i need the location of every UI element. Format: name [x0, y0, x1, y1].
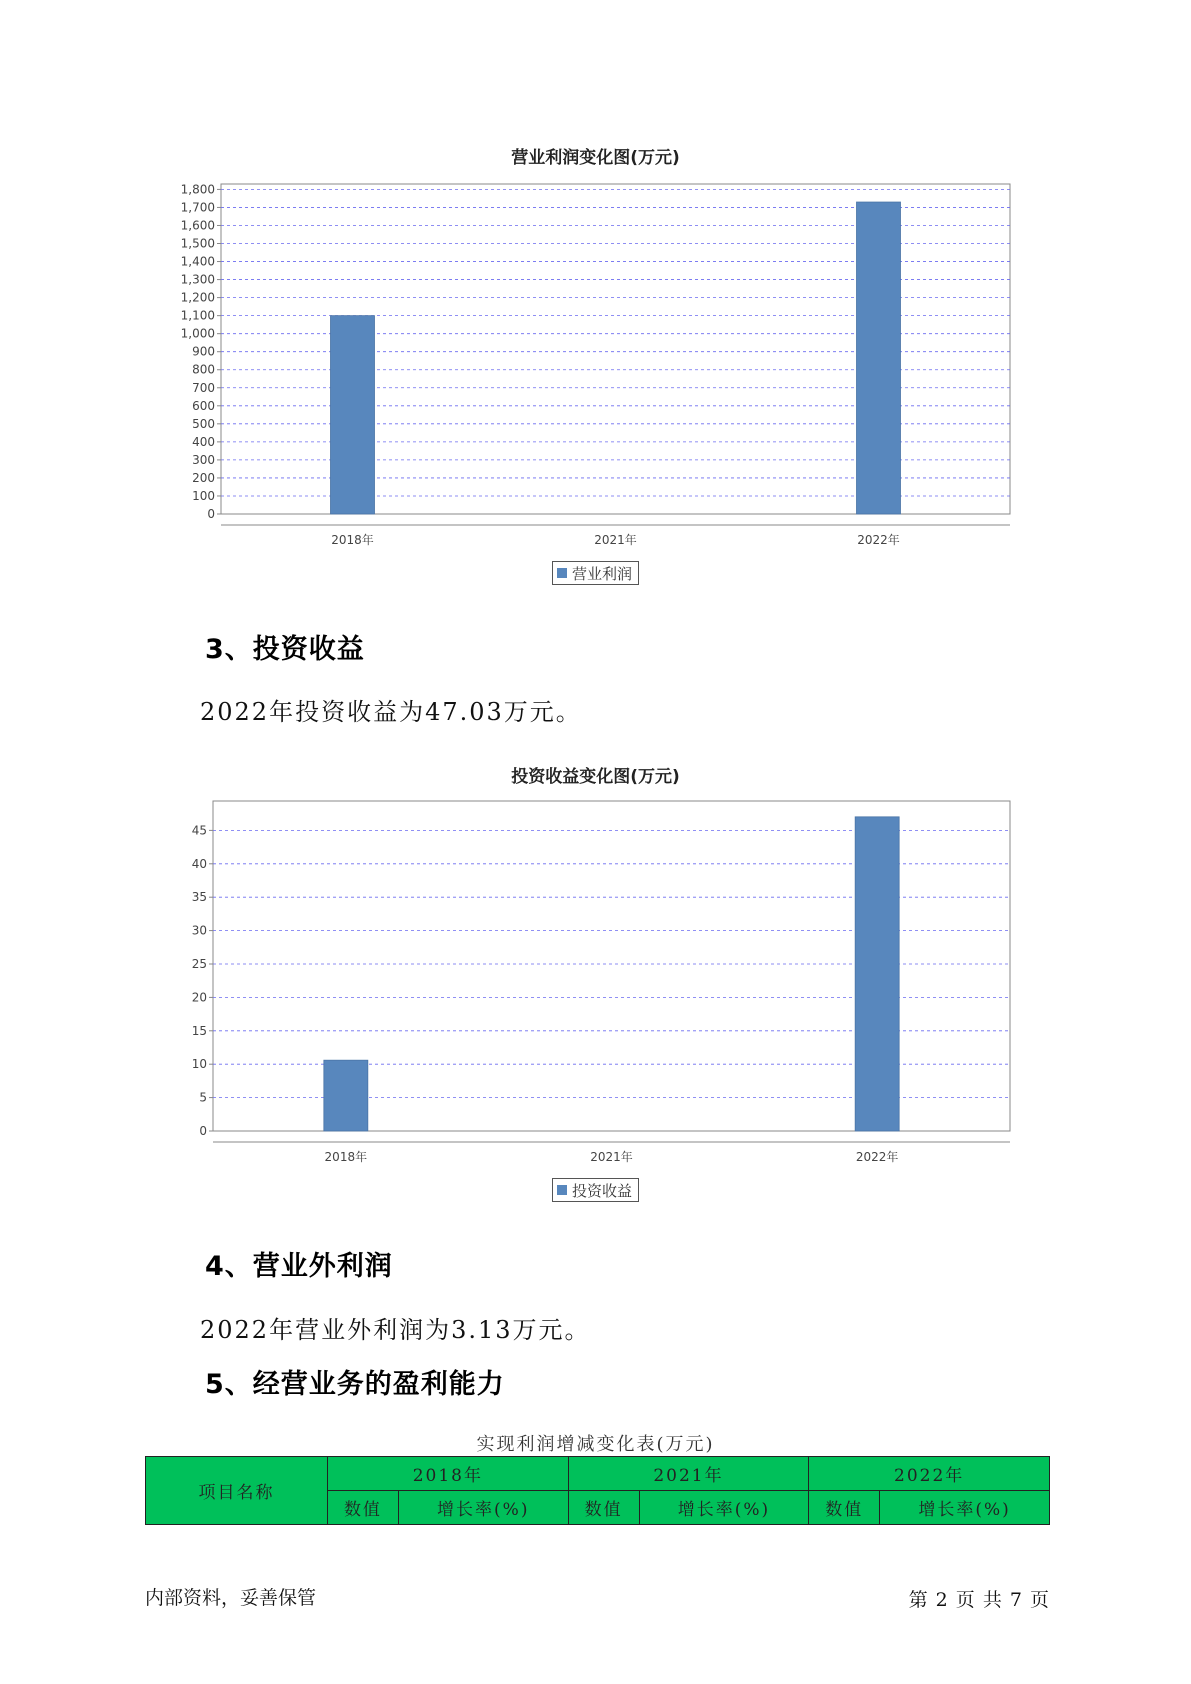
- y-tick-label: 400: [192, 434, 215, 449]
- footer-page-number: 第 2 页 共 7 页: [908, 1589, 1050, 1611]
- bar-2022年: [855, 817, 899, 1131]
- section-3-text: 2022年投资收益为47.03万元。: [200, 698, 582, 726]
- y-tick-label: 40: [191, 856, 207, 871]
- y-tick-label: 0: [199, 1124, 207, 1138]
- year-header: 2018年: [328, 1457, 569, 1491]
- x-tick-label: 2021年: [590, 1150, 633, 1164]
- x-tick-label: 2018年: [324, 1150, 368, 1164]
- investment-income-chart-title: 投资收益变化图(万元): [511, 767, 680, 787]
- item-name-header: 项目名称: [146, 1457, 328, 1525]
- y-tick-label: 200: [192, 470, 215, 485]
- y-tick-label: 30: [191, 923, 207, 938]
- value-header: 数值: [568, 1491, 639, 1525]
- y-tick-label: 600: [192, 398, 215, 413]
- value-header: 数值: [328, 1491, 399, 1525]
- y-tick-label: 900: [192, 344, 215, 359]
- y-tick-label: 5: [199, 1090, 207, 1105]
- bar-2018年: [324, 1060, 368, 1131]
- y-tick-label: 1,500: [180, 236, 215, 251]
- value-header: 数值: [809, 1491, 880, 1525]
- y-tick-label: 25: [191, 956, 207, 971]
- y-tick-label: 1,600: [180, 218, 215, 233]
- growth-header: 增长率(%): [398, 1491, 568, 1525]
- y-tick-label: 35: [191, 890, 207, 905]
- y-tick-label: 100: [192, 488, 215, 503]
- legend-swatch: [557, 1185, 567, 1195]
- year-header: 2021年: [568, 1457, 809, 1491]
- year-header: 2022年: [809, 1457, 1050, 1491]
- legend-label: 投资收益: [572, 1181, 633, 1200]
- y-tick-label: 700: [192, 380, 215, 395]
- section-3-heading: 3、投资收益: [205, 634, 365, 665]
- y-tick-label: 1,400: [180, 254, 215, 269]
- x-tick-label: 2022年: [857, 533, 900, 547]
- x-tick-label: 2018年: [331, 533, 374, 547]
- y-tick-label: 1,300: [180, 272, 215, 287]
- legend-label: 营业利润: [572, 564, 633, 583]
- y-tick-label: 1,700: [180, 200, 215, 215]
- investment-income-legend: [552, 1178, 639, 1202]
- y-tick-label: 45: [191, 823, 207, 838]
- section-4-text: 2022年营业外利润为3.13万元。: [200, 1316, 591, 1344]
- y-tick-label: 1,100: [180, 308, 215, 323]
- y-tick-label: 0: [207, 507, 215, 521]
- y-tick-label: 800: [192, 362, 215, 377]
- y-tick-label: 1,800: [180, 182, 215, 197]
- y-tick-label: 1,000: [180, 326, 215, 341]
- y-tick-label: 1,200: [180, 290, 215, 305]
- operating-profit-chart-title: 营业利润变化图(万元): [511, 148, 680, 168]
- table-caption: 实现利润增减变化表(万元): [476, 1434, 715, 1455]
- profit-change-table: [145, 1456, 1050, 1525]
- y-tick-label: 10: [191, 1057, 207, 1072]
- x-tick-label: 2021年: [594, 533, 637, 547]
- section-5-heading: 5、经营业务的盈利能力: [205, 1369, 505, 1400]
- footer-confidential-note: 内部资料，妥善保管: [145, 1587, 317, 1609]
- section-4-heading: 4、营业外利润: [205, 1251, 393, 1282]
- y-tick-label: 20: [191, 990, 207, 1005]
- growth-header: 增长率(%): [880, 1491, 1050, 1525]
- y-tick-label: 15: [191, 1023, 207, 1038]
- growth-header: 增长率(%): [639, 1491, 809, 1525]
- y-tick-label: 300: [192, 452, 215, 467]
- x-tick-label: 2022年: [855, 1150, 899, 1164]
- y-tick-label: 500: [192, 416, 215, 431]
